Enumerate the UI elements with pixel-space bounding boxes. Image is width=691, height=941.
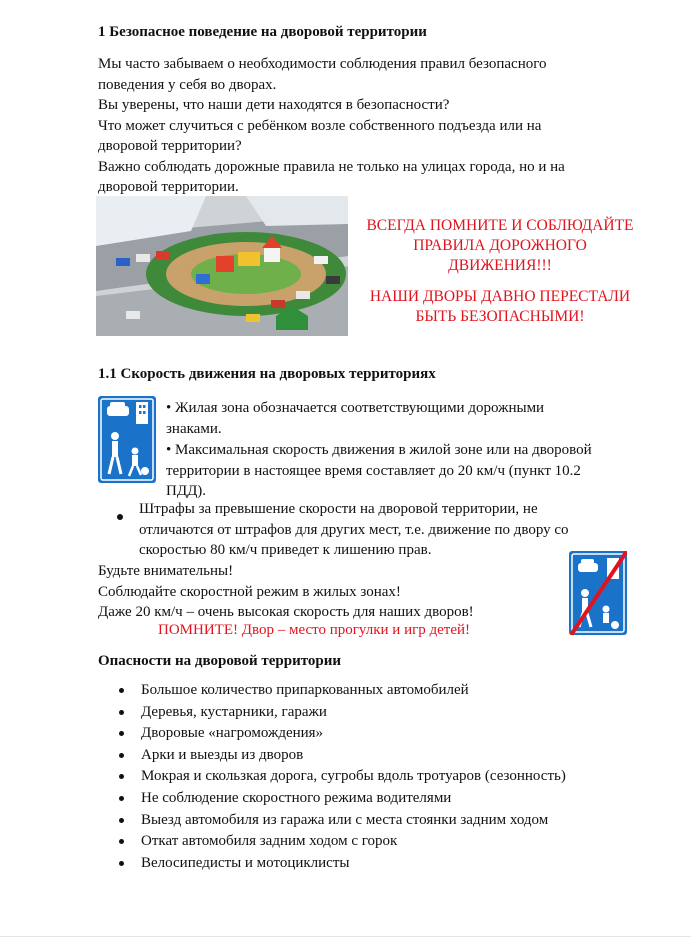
caution-line: Даже 20 км/ч – очень высокая скорость для наших дворов! — [98, 604, 474, 620]
red-notice-line: НАШИ ДВОРЫ ДАВНО ПЕРЕСТАЛИ — [369, 288, 631, 305]
dangers-list-item: Большое количество припаркованных автомобилей — [98, 680, 658, 702]
dangers-list-item: Выезд автомобиля из гаража или с места стоянки задним ходом — [98, 810, 658, 832]
caution-line: Соблюдайте скоростной режим в жилых зонах! — [98, 583, 401, 600]
red-notice-line: ПРАВИЛА ДОРОЖНОГО — [413, 237, 587, 254]
fines-paragraph — [139, 499, 639, 561]
sign-bullet-line: ПДД). — [166, 483, 207, 499]
caution-line: Будьте внимательны! — [98, 563, 234, 579]
sign-bullet-list — [166, 398, 646, 502]
sign-bullet-item — [166, 398, 646, 439]
red-notice-line: БЫТЬ БЕЗОПАСНЫМИ! — [415, 308, 585, 325]
end-residential-zone-sign-icon — [569, 551, 627, 635]
page-bottom-divider — [0, 936, 691, 937]
section-1-heading: 1 Безопасное поведение на дворовой территории — [98, 24, 427, 40]
sign-bullet-line: территории в настоящее время составляет до 20 км/ч (пункт 10.2 — [166, 462, 581, 479]
intro-line: Что может случиться с ребёнком возле собственного подъезда или на — [98, 117, 542, 134]
intro-line: дворовой территории. — [98, 179, 239, 195]
bullet-dot-icon — [117, 507, 123, 525]
residential-zone-sign-icon — [98, 396, 156, 483]
red-notice-line: ВСЕГДА ПОМНИТЕ И СОБЛЮДАЙТЕ — [366, 217, 634, 234]
intro-line: поведения у себя во дворах. — [98, 76, 277, 93]
red-notice-always-remember — [355, 216, 645, 276]
fines-line: отличаются от штрафов для других мест, т.е. движение по двору со — [139, 521, 569, 538]
intro-line: дворовой территории? — [98, 138, 242, 154]
dangers-list-item: Арки и выезды из дворов — [98, 745, 658, 767]
sign-bullet-line: Жилая зона обозначается соответствующими дорожными — [175, 400, 545, 416]
fines-line: скоростью 80 км/ч приведет к лишению прав. — [139, 542, 432, 558]
red-notice-line: ДВИЖЕНИЯ!!! — [448, 257, 552, 274]
red-notice-unsafe-yards — [355, 287, 645, 327]
bullet-icon: • — [166, 400, 172, 416]
courtyard-illustration — [96, 196, 348, 336]
intro-paragraph — [98, 54, 658, 198]
dangers-list-item: Велосипедисты и мотоциклисты — [98, 853, 658, 875]
dangers-list-item: Не соблюдение скоростного режима водителями — [98, 788, 658, 810]
caution-paragraph — [98, 561, 558, 623]
remember-notice: ПОМНИТЕ! Двор – место прогулки и игр детей! — [158, 622, 471, 638]
intro-line: Мы часто забываем о необходимости соблюдения правил безопасного — [98, 56, 547, 72]
fines-line: Штрафы за превышение скорости на дворовой территории, не — [139, 501, 538, 517]
intro-line: Вы уверены, что наши дети находятся в безопасности? — [98, 97, 450, 113]
intro-line: Важно соблюдать дорожные правила не только на улицах города, но и на — [98, 158, 565, 175]
bullet-icon: • — [166, 442, 172, 458]
section-1-1-heading: 1.1 Скорость движения на дворовых территориях — [98, 366, 436, 382]
dangers-list-item: Дворовые «нагромождения» — [98, 723, 658, 745]
dangers-list-item: Откат автомобиля задним ходом с горок — [98, 831, 658, 853]
sign-bullet-line: знаками. — [166, 420, 222, 437]
sign-bullet-item — [166, 440, 646, 502]
dangers-list-item: Деревья, кустарники, гаражи — [98, 702, 658, 724]
sign-bullet-line: Максимальная скорость движения в жилой зоне или на дворовой — [175, 442, 592, 458]
dangers-list — [98, 680, 658, 874]
dangers-heading: Опасности на дворовой территории — [98, 653, 342, 669]
dangers-list-item: Мокрая и скользкая дорога, сугробы вдоль тротуаров (сезонность) — [98, 766, 658, 788]
